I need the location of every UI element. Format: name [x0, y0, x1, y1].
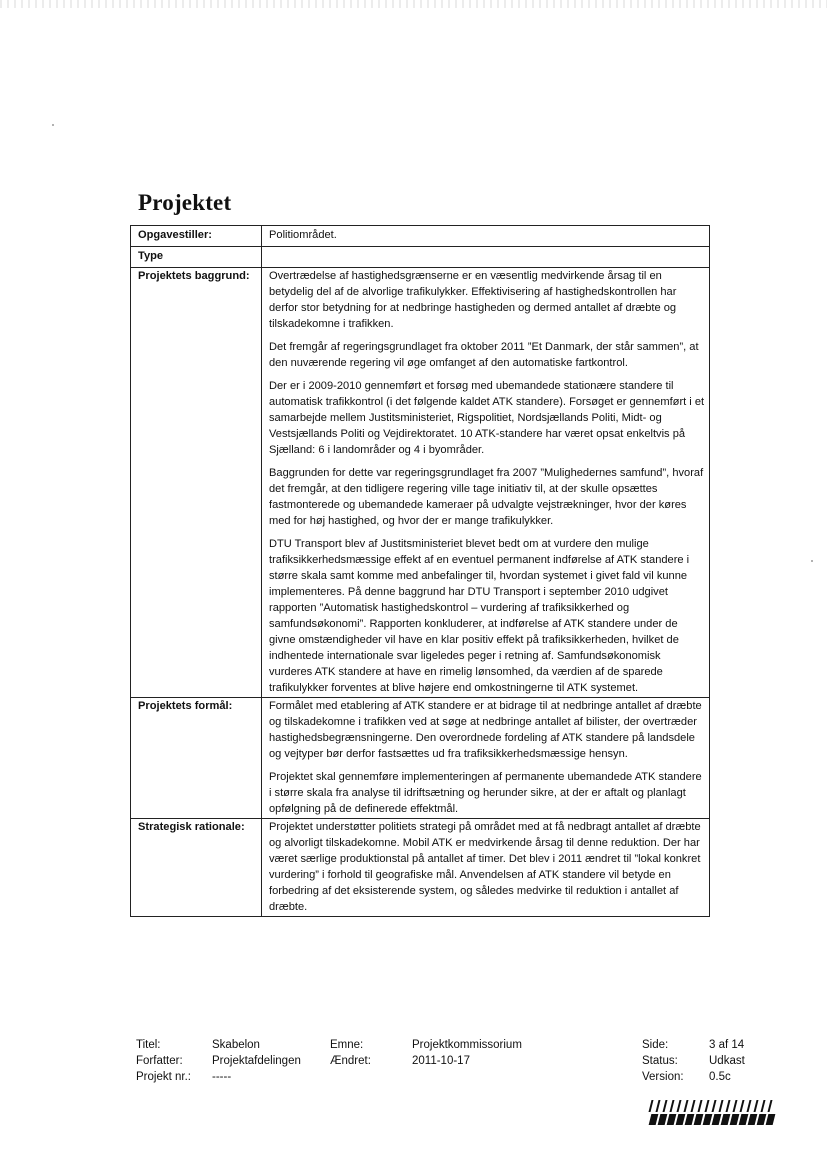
table-row: [131, 247, 710, 268]
row-label-rationale: Strategisk rationale:: [131, 819, 262, 917]
footer-forfatter-label: Forfatter:: [136, 1055, 183, 1067]
table-row: [131, 226, 710, 247]
barcode-thick-bars: [650, 1114, 780, 1125]
footer-titel-label: Titel:: [136, 1039, 161, 1051]
paragraph: Overtrædelse af hastighedsgrænserne er en væsentlig medvirkende årsag til en betydelig del af de alvorlige trafikulykker. Effektivisering af hastighedskontrollen har derfor stor betydning for at nedbringe hastigheden og dermed antallet af dræbte og tilskadekomne i trafikken.: [269, 270, 677, 330]
scan-edge-artifact: [0, 0, 827, 8]
footer-side-value: 3 af 14: [709, 1039, 745, 1051]
page-title: Projektet: [138, 190, 232, 215]
footer-values-col1: [212, 1037, 301, 1085]
paragraph: Projektet understøtter politiets strategi på området med at få nedbragt antallet af dræbte og alvorligt tilskadekomne. Mobil ATK er medvirkende årsag til denne reduktion. Der har været særlige produktionstal på antallet af timer. Det blev i 2011 ændret til ”lokal konkret vurdering” i forhold til geografiske mål. Anvendelsen af ATK standere vil betyde en forbedring af det eksisterende system, og således medvirke til reduktion i antallet af dræbte.: [269, 821, 701, 913]
scan-speck: [52, 124, 54, 126]
row-label-baggrund: Projektets baggrund:: [131, 268, 262, 698]
table-row: [131, 268, 710, 698]
footer-version-value: 0.5c: [709, 1071, 731, 1083]
footer-values-col3: [709, 1037, 745, 1085]
row-value-rationale: [262, 819, 710, 917]
footer-forfatter-value: Projektafdelingen: [212, 1055, 301, 1067]
project-table: [130, 225, 710, 917]
row-label-opgavestiller: Opgavestiller:: [131, 226, 262, 247]
paragraph: Det fremgår af regeringsgrundlaget fra oktober 2011 ”Et Danmark, der står sammen”, at den nuværende regering vil øge omfanget af den automatiske fartkontrol.: [269, 341, 699, 369]
footer-titel-value: Skabelon: [212, 1039, 260, 1051]
footer-emne-label: Emne:: [330, 1039, 364, 1051]
footer-version-label: Version:: [642, 1071, 684, 1083]
footer-labels-col2: [330, 1037, 371, 1069]
paragraph: Politiområdet.: [269, 229, 337, 241]
footer-projekt-value: -----: [212, 1071, 232, 1083]
paragraph: Baggrunden for dette var regeringsgrundlaget fra 2007 ”Mulighedernes samfund”, hvoraf det fremgår, at den tidligere regering ville tage initiativ til, at der skulle opsættes fastmonterede og ubemandede kameraer på udvalgte vejstrækninger, hvor der køres med for høj hastighed, og hvor der er mange trafikulykker.: [269, 467, 704, 527]
footer-status-label: Status:: [642, 1055, 678, 1067]
row-value-formaal: [262, 698, 710, 819]
paragraph: Projektet skal gennemføre implementeringen af permanente ubemandede ATK standere i større skala fra analyse til idriftsætning og herunder sikre, at der er aftalt og planlagt opfølgning på de definerede effektmål.: [269, 771, 702, 815]
barcode-graphic: [650, 1100, 780, 1125]
footer-labels-col3: [642, 1037, 684, 1085]
footer-aendret-label: Ændret:: [330, 1055, 371, 1067]
footer-status-value: Udkast: [709, 1055, 745, 1067]
footer-emne-value: Projektkommissorium: [412, 1039, 522, 1051]
paragraph: DTU Transport blev af Justitsministeriet blevet bedt om at vurdere den mulige trafiksikkerhedsmæssige effekt af en eventuel permanent indførelse af ATK standere i større skala samt komme med anbefalinger til, hvordan systemet i givet fald vil kunne implementeres. På denne baggrund har DTU Transport i september 2010 udgivet rapporten ”Automatisk hastighedskontrol – vurdering af trafiksikkerhed og samfundsøkonomi”. Rapporten konkluderer, at indførelse af ATK standere under de givne omstændigheder vil have en klar positiv effekt på trafiksikkerheden, hvilket de indhentede internationale svar ligeledes peger i retning af. Samfundsøkonomisk vurderes ATK standere at have en rimelig lønsomhed, da værdien af de sparede trafikulykker forventes at blive højere end omkostningerne til ATK systemet.: [269, 538, 690, 694]
table-row: [131, 698, 710, 819]
footer-aendret-value: 2011-10-17: [412, 1055, 470, 1067]
footer-side-label: Side:: [642, 1039, 669, 1051]
barcode-thin-bars: [650, 1100, 780, 1112]
table-row: [131, 819, 710, 917]
row-value-opgavestiller: [262, 226, 710, 247]
footer-projekt-label: Projekt nr.:: [136, 1071, 191, 1083]
scan-speck: [811, 560, 813, 562]
footer-labels-col1: [136, 1037, 191, 1085]
footer-values-col2: [412, 1037, 522, 1069]
paragraph: Formålet med etablering af ATK standere er at bidrage til at nedbringe antallet af dræbte og tilskadekomne i trafikken ved at søge at nedbringe antallet af bilister, der overtræder hastighedsbegrænsningerne. Den overordnede fordeling af ATK standere på landsdele og vejtyper bør derfor fastsættes ud fra trafiksikkerhedsmæssige hensyn.: [269, 700, 702, 760]
row-label-type: Type: [131, 247, 262, 268]
row-label-formaal: Projektets formål:: [131, 698, 262, 819]
row-value-type: [262, 247, 710, 268]
paragraph: Der er i 2009-2010 gennemført et forsøg med ubemandede stationære standere til automatisk trafikkontrol (i det følgende kaldet ATK standere). Forsøget er gennemført i et samarbejde mellem Justitsministeriet, Rigspolitiet, Nordsjællands Politi, Midt- og Vestsjællands Politi og Vejdirektoratet. 10 ATK-standere har været opsat enkeltvis på Sjælland: 6 i landområder og 4 i byområder.: [269, 380, 705, 456]
row-value-baggrund: [262, 268, 710, 698]
